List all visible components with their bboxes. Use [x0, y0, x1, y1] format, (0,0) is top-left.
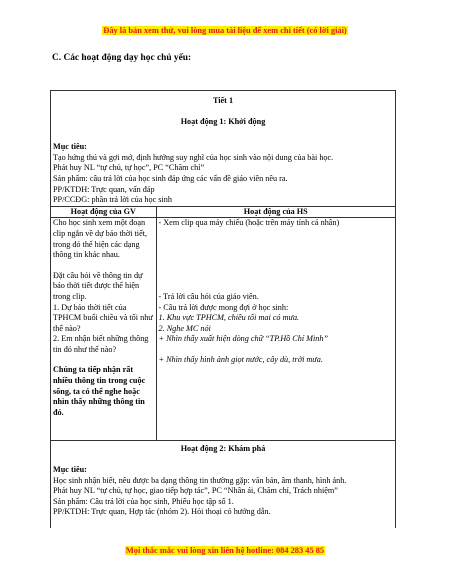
table-row: [51, 218, 395, 441]
activity-1-method: PP/KTDH: Trực quan, vấn đáp: [53, 184, 155, 194]
activity-1-competency: Phát huy NL “tự chủ, tự học”, PC “Chăm chỉ”: [53, 163, 205, 173]
student-answer-2: 2. Nghe MC nói: [158, 323, 211, 333]
preview-notice-text: Đây là bản xem thử, vui lòng mua tài liệu để xem chi tiết (có lời giải): [103, 26, 347, 35]
teacher-step-ask: Đặt câu hỏi về thông tin dự báo thời tiết được thể hiện trong clip.: [53, 270, 143, 301]
student-step-watch: - Xem clip qua máy chiếu (hoặc trên máy tính cá nhân): [158, 218, 340, 228]
teacher-step-show-clip: Cho học sinh xem một đoạn clip ngắn về dự báo thời tiết, trong đó thể hiện các dạng thông tin khác nhau.: [53, 218, 148, 260]
activity-1-table: [51, 206, 395, 442]
section-heading: C. Các hoạt động dạy học chủ yếu:: [52, 53, 192, 63]
activity-1-title: Hoạt động 1: Khởi động: [180, 116, 266, 126]
preview-notice-banner: [0, 26, 450, 35]
table-header-row: [51, 206, 395, 218]
activity-2-goal-text: Học sinh nhận biết, nêu được ba dạng thông tin thường gặp: văn bản, âm thanh, hình ảnh.: [53, 475, 347, 485]
hotline-text: Mọi thắc mắc vui lòng xin liên hệ hotline: 084 283 45 85: [125, 546, 325, 555]
student-column-header: Hoạt động của HS: [156, 206, 395, 218]
student-answer-1: 1. Khu vực TPHCM, chiều tối mai có mưa.: [158, 313, 300, 323]
student-expected-label: - Câu trả lời được mong đợi ở học sinh:: [158, 302, 289, 312]
activity-1-assessment: PP/CCĐG: phần trả lời của học sinh: [53, 195, 172, 205]
activity-1-product: Sản phẩm: câu trả lời của học sinh đáp ứng các vấn đề giáo viên nêu ra.: [53, 173, 288, 183]
student-answer-3: + Nhìn thấy xuất hiện dòng chữ “TP.Hồ Chí Minh”: [158, 334, 328, 344]
teacher-column-header: Hoạt động của GV: [51, 206, 156, 218]
activity-2-method: PP/KTDH: Trực quan, Hợp tác (nhóm 2). Hỏi thoại có hướng dẫn.: [53, 507, 271, 517]
student-activity-cell: [156, 218, 395, 441]
period-title: Tiết 1: [212, 96, 234, 105]
activity-1-goal-text: Tạo hứng thú và gợi mở, định hướng suy nghĩ của học sinh vào nội dung của bài học.: [53, 152, 334, 162]
teacher-question-1: 1. Dự báo thời tiết của TPHCM buổi chiều và tối như thế nào?: [53, 302, 153, 333]
teacher-question-2: 2. Em nhận biết những thông tin đó như thế nào?: [53, 334, 149, 354]
student-step-answer: - Trả lời câu hỏi của giáo viên.: [158, 291, 259, 301]
hotline-banner: [0, 546, 450, 555]
lesson-plan-box: [50, 90, 396, 528]
student-answer-4: + Nhìn thấy hình ảnh giọt nước, cây dù, trời mưa.: [158, 354, 323, 364]
teacher-activity-cell: [51, 218, 156, 441]
teacher-conclusion: Chúng ta tiếp nhận rất nhiều thông tin trong cuộc sống, ta có thể nghe hoặc nhìn thấy những thông tin đó.: [53, 365, 146, 417]
activity-2-title: Hoạt động 2: Khám phá: [180, 444, 266, 454]
activity-1-goal-label: Mục tiêu:: [53, 142, 87, 152]
activity-2-competency: Phát huy NL “tự chủ, tự học, giao tiếp hợp tác”, PC “Nhân ái, Chăm chỉ, Trách nhiệm”: [53, 486, 338, 496]
activity-2-product: Sản phẩm: Câu trả lời của học sinh, Phiếu học tập số 1.: [53, 496, 234, 506]
activity-2-goal-label: Mục tiêu:: [53, 464, 87, 474]
